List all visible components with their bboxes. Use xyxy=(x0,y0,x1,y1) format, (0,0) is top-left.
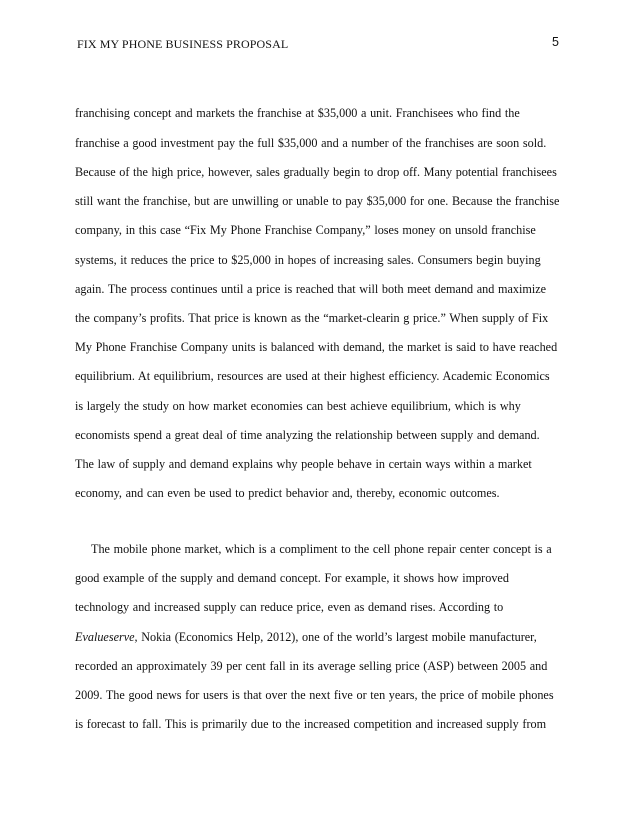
text-line: systems, it reduces the price to $25,000 in hopes of increasing sales. Consumers begin buying xyxy=(75,253,541,267)
text-run: Nokia (Economics Help, 2012), one of the world’s largest mobile manufacturer, xyxy=(137,630,537,644)
text-line: economists spend a great deal of time analyzing the relationship between supply and demand. xyxy=(75,428,540,442)
italic-citation: Evalueserve, xyxy=(75,630,138,644)
text-line: franchise a good investment pay the full $35,000 and a number of the franchises are soon sold. xyxy=(75,136,547,150)
text-line: economy, and can even be used to predict behavior and, thereby, economic outcomes. xyxy=(75,486,500,500)
text-line: equilibrium. At equilibrium, resources are used at their highest efficiency. Academic Economics xyxy=(75,369,550,383)
text-line: The law of supply and demand explains why people behave in certain ways within a market xyxy=(75,457,532,471)
text-line: 2009. The good news for users is that over the next five or ten years, the price of mobile phones xyxy=(75,688,554,702)
text-line: good example of the supply and demand concept. For example, it shows how improved xyxy=(75,571,509,585)
text-line: My Phone Franchise Company units is balanced with demand, the market is said to have reached xyxy=(75,340,558,354)
text-line: again. The process continues until a price is reached that will both meet demand and maximize xyxy=(75,282,547,296)
text-line: the company’s profits. That price is known as the “market-clearin g price.” When supply of Fix xyxy=(75,311,549,325)
text-line: is forecast to fall. This is primarily due to the increased competition and increased supply from xyxy=(75,717,547,731)
text-line: recorded an approximately 39 per cent fall in its average selling price (ASP) between 2005 and xyxy=(75,659,548,673)
text-line: The mobile phone market, which is a compliment to the cell phone repair center concept is a xyxy=(91,542,552,556)
running-header-title: FIX MY PHONE BUSINESS PROPOSAL xyxy=(77,37,289,51)
text-line: still want the franchise, but are unwilling or unable to pay $35,000 for one. Because the franchise xyxy=(75,194,560,208)
text-line xyxy=(75,630,537,645)
text-line: technology and increased supply can reduce price, even as demand rises. According to xyxy=(75,600,504,614)
text-line: company, in this case “Fix My Phone Franchise Company,” loses money on unsold franchise xyxy=(75,223,536,237)
page-number: 5 xyxy=(552,35,559,49)
text-line: Because of the high price, however, sales gradually begin to drop off. Many potential franchisees xyxy=(75,165,557,179)
text-line: franchising concept and markets the franchise at $35,000 a unit. Franchisees who find the xyxy=(75,106,520,120)
text-line: is largely the study on how market economies can best achieve equilibrium, which is why xyxy=(75,399,521,413)
